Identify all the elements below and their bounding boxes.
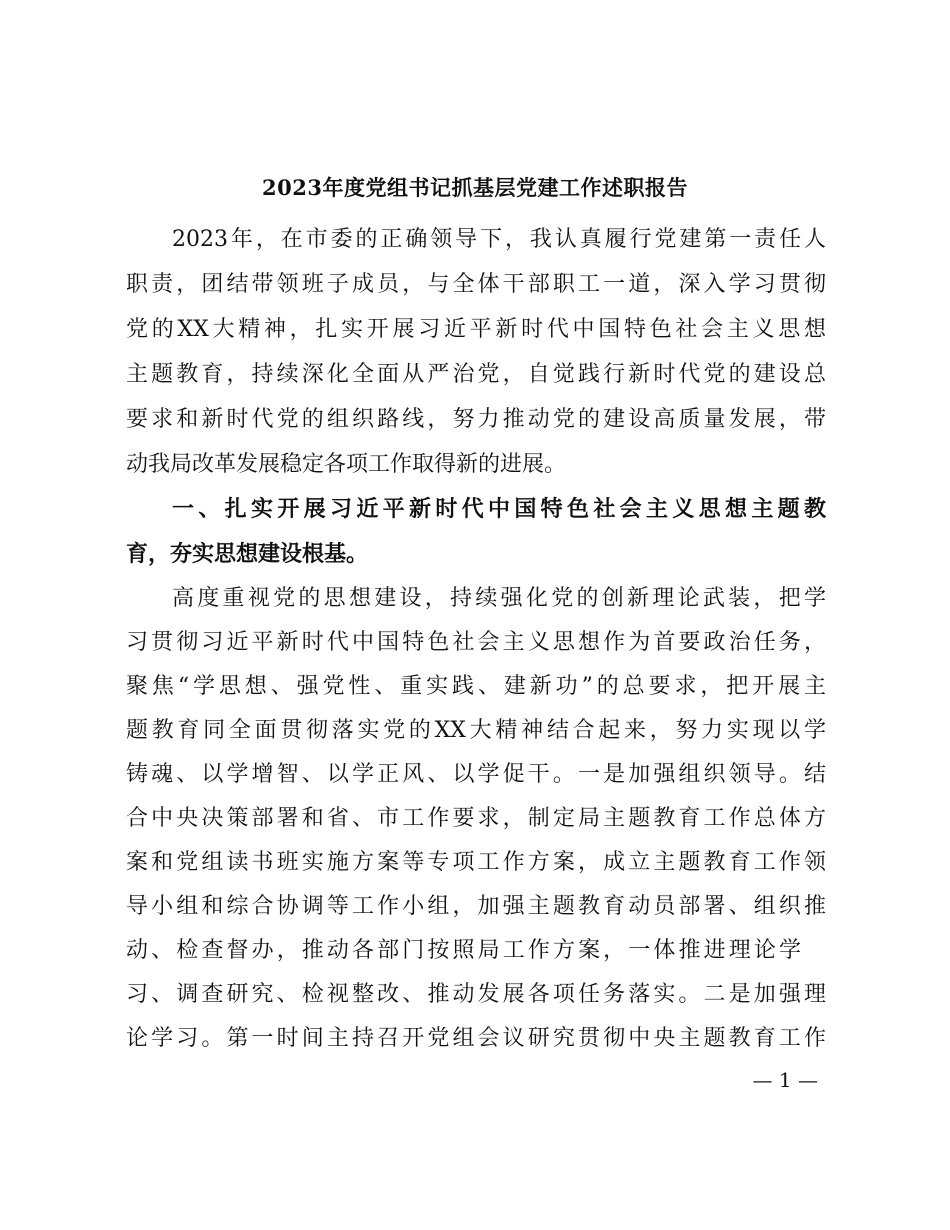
section1-heading-line-2: 育，夯实思想建设根基。 — [126, 542, 369, 567]
page-number: — 1 — — [752, 1068, 818, 1092]
document-title: 2023年度党组书记抓基层党建工作述职报告 — [262, 175, 688, 200]
section1-body-line-4: 题教育同全面贯彻落实党的XX大精神结合起来，努力实现以学 — [126, 718, 826, 743]
intro-line-1: 2023年，在市委的正确领导下，我认真履行党建第一责任人 — [172, 227, 826, 252]
section1-body-line-10: 习、调查研究、检视整改、推动发展各项任务落实。二是加强理 — [126, 982, 826, 1007]
intro-line-2: 职责，团结带领班子成员，与全体干部职工一道，深入学习贯彻 — [126, 272, 826, 297]
section1-body-line-1: 高度重视党的思想建设，持续强化党的创新理论武装，把学 — [172, 586, 826, 611]
section1-heading-line-1: 一、扎实开展习近平新时代中国特色社会主义思想主题教 — [172, 497, 826, 522]
section1-body-line-5: 铸魂、以学增智、以学正风、以学促干。一是加强组织领导。结 — [126, 762, 826, 787]
section1-body-line-9: 动、检查督办，推动各部门按照局工作方案，一体推进理论学 — [126, 938, 801, 963]
section1-body-line-2: 习贯彻习近平新时代中国特色社会主义思想作为首要政治任务， — [126, 630, 826, 655]
intro-line-5: 要求和新时代党的组织路线，努力推动党的建设高质量发展，带 — [126, 407, 826, 432]
section1-body-line-7: 案和党组读书班实施方案等专项工作方案，成立主题教育工作领 — [126, 850, 826, 875]
intro-line-3: 党的XX大精神，扎实开展习近平新时代中国特色社会主义思想 — [126, 317, 826, 342]
intro-line-4: 主题教育，持续深化全面从严治党，自觉践行新时代党的建设总 — [126, 362, 826, 387]
section1-body-line-3: 聚焦“学思想、强党性、重实践、建新功”的总要求，把开展主 — [126, 674, 826, 699]
intro-line-6: 动我局改革发展稳定各项工作取得新的进展。 — [126, 452, 567, 477]
section1-body-line-8: 导小组和综合协调等工作小组，加强主题教育动员部署、组织推 — [126, 894, 826, 919]
section1-body-line-11: 论学习。第一时间主持召开党组会议研究贯彻中央主题教育工作 — [126, 1026, 826, 1051]
section1-body-line-6: 合中央决策部署和省、市工作要求，制定局主题教育工作总体方 — [126, 806, 826, 831]
